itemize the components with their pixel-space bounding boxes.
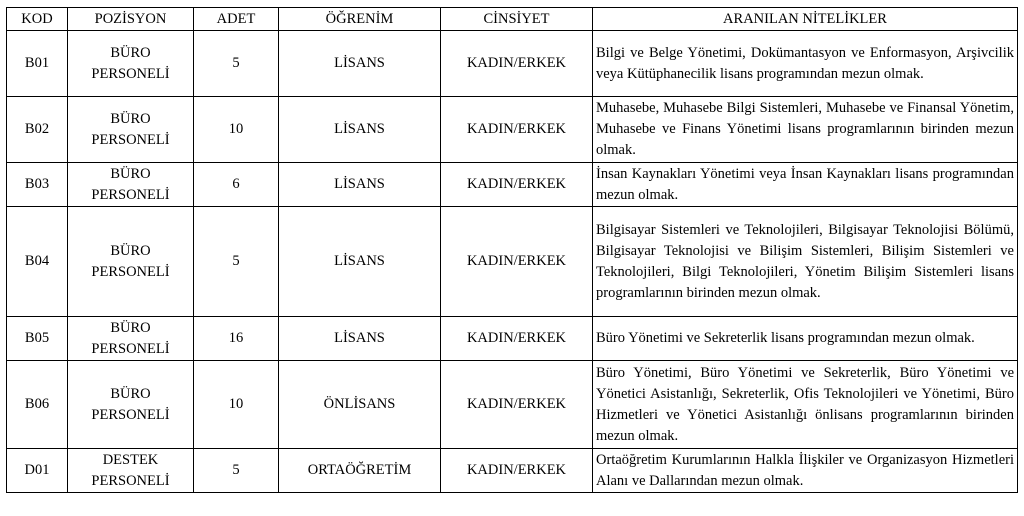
table-body xyxy=(7,31,1018,493)
pozisyon-line-2: PERSONELİ xyxy=(91,472,170,489)
table-row xyxy=(7,97,1018,163)
cell-ogrenim: ORTAÖĞRETİM xyxy=(279,449,441,493)
cell-nitelikler: Bilgisayar Sistemleri ve Teknolojileri, Bilgisayar Teknolojisi Bölümü, Bilgisayar Teknolojisi ve Bilişim Sistemleri, Bilişim Sistemleri ve Teknolojileri, Bilgi Teknolojileri, Yönetim Bilişim Sistemleri lisans programlarının birinden mezun olmak. xyxy=(593,207,1018,317)
cell-cinsiyet: KADIN/ERKEK xyxy=(441,163,593,207)
cell-nitelikler: Büro Yönetimi, Büro Yönetimi ve Sekreterlik, Büro Yönetimi ve Yönetici Asistanlığı, Sekreterlik, Ofis Teknolojileri ve Yönetimi, Büro Hizmetleri ve Yönetici Asistanlığı önlisans programlarının birinden mezun olmak. xyxy=(593,361,1018,449)
cell-pozisyon xyxy=(68,317,194,361)
pozisyon-line-1: BÜRO xyxy=(110,319,151,336)
table-row xyxy=(7,449,1018,493)
cell-kod: B03 xyxy=(7,163,68,207)
cell-ogrenim: LİSANS xyxy=(279,207,441,317)
personnel-table xyxy=(6,7,1018,493)
pozisyon-line-2: PERSONELİ xyxy=(91,406,170,423)
cell-cinsiyet: KADIN/ERKEK xyxy=(441,449,593,493)
cell-pozisyon xyxy=(68,449,194,493)
pozisyon-line-1: BÜRO xyxy=(110,242,151,259)
header-kod: KOD xyxy=(7,8,68,31)
cell-adet: 16 xyxy=(194,317,279,361)
pozisyon-line-1: BÜRO xyxy=(110,44,151,61)
cell-kod: B01 xyxy=(7,31,68,97)
cell-cinsiyet: KADIN/ERKEK xyxy=(441,97,593,163)
cell-adet: 5 xyxy=(194,449,279,493)
cell-pozisyon xyxy=(68,207,194,317)
header-nitelikler: ARANILAN NİTELİKLER xyxy=(593,8,1018,31)
table-row xyxy=(7,163,1018,207)
pozisyon-line-2: PERSONELİ xyxy=(91,340,170,357)
header-cinsiyet: CİNSİYET xyxy=(441,8,593,31)
cell-adet: 5 xyxy=(194,31,279,97)
cell-pozisyon xyxy=(68,163,194,207)
table-row xyxy=(7,207,1018,317)
cell-adet: 6 xyxy=(194,163,279,207)
cell-nitelikler: İnsan Kaynakları Yönetimi veya İnsan Kaynakları lisans programından mezun olmak. xyxy=(593,163,1018,207)
pozisyon-line-1: BÜRO xyxy=(110,165,151,182)
pozisyon-line-2: PERSONELİ xyxy=(91,263,170,280)
header-adet: ADET xyxy=(194,8,279,31)
cell-ogrenim: ÖNLİSANS xyxy=(279,361,441,449)
table-header xyxy=(7,8,1018,31)
cell-ogrenim: LİSANS xyxy=(279,163,441,207)
cell-kod: D01 xyxy=(7,449,68,493)
cell-cinsiyet: KADIN/ERKEK xyxy=(441,361,593,449)
cell-adet: 10 xyxy=(194,97,279,163)
pozisyon-line-1: BÜRO xyxy=(110,110,151,127)
cell-pozisyon xyxy=(68,361,194,449)
table-row xyxy=(7,361,1018,449)
cell-kod: B02 xyxy=(7,97,68,163)
header-ogrenim: ÖĞRENİM xyxy=(279,8,441,31)
cell-pozisyon xyxy=(68,97,194,163)
table-row xyxy=(7,31,1018,97)
pozisyon-line-2: PERSONELİ xyxy=(91,65,170,82)
cell-nitelikler: Muhasebe, Muhasebe Bilgi Sistemleri, Muhasebe ve Finansal Yönetim, Muhasebe ve Finans Yönetimi lisans programlarının birinden mezun olmak. xyxy=(593,97,1018,163)
header-pozisyon: POZİSYON xyxy=(68,8,194,31)
cell-adet: 10 xyxy=(194,361,279,449)
header-row xyxy=(7,8,1018,31)
cell-pozisyon xyxy=(68,31,194,97)
table-row xyxy=(7,317,1018,361)
cell-kod: B06 xyxy=(7,361,68,449)
pozisyon-line-1: DESTEK xyxy=(102,451,159,468)
cell-cinsiyet: KADIN/ERKEK xyxy=(441,31,593,97)
cell-nitelikler: Ortaöğretim Kurumlarının Halkla İlişkiler ve Organizasyon Hizmetleri Alanı ve Dallarından mezun olmak. xyxy=(593,449,1018,493)
cell-cinsiyet: KADIN/ERKEK xyxy=(441,207,593,317)
pozisyon-line-1: BÜRO xyxy=(110,385,151,402)
cell-cinsiyet: KADIN/ERKEK xyxy=(441,317,593,361)
cell-ogrenim: LİSANS xyxy=(279,97,441,163)
cell-nitelikler: Bilgi ve Belge Yönetimi, Dokümantasyon ve Enformasyon, Arşivcilik veya Kütüphanecilik lisans programından mezun olmak. xyxy=(593,31,1018,97)
cell-nitelikler: Büro Yönetimi ve Sekreterlik lisans programından mezun olmak. xyxy=(593,317,1018,361)
pozisyon-line-2: PERSONELİ xyxy=(91,131,170,148)
cell-adet: 5 xyxy=(194,207,279,317)
cell-kod: B04 xyxy=(7,207,68,317)
cell-ogrenim: LİSANS xyxy=(279,317,441,361)
cell-ogrenim: LİSANS xyxy=(279,31,441,97)
cell-kod: B05 xyxy=(7,317,68,361)
pozisyon-line-2: PERSONELİ xyxy=(91,186,170,203)
